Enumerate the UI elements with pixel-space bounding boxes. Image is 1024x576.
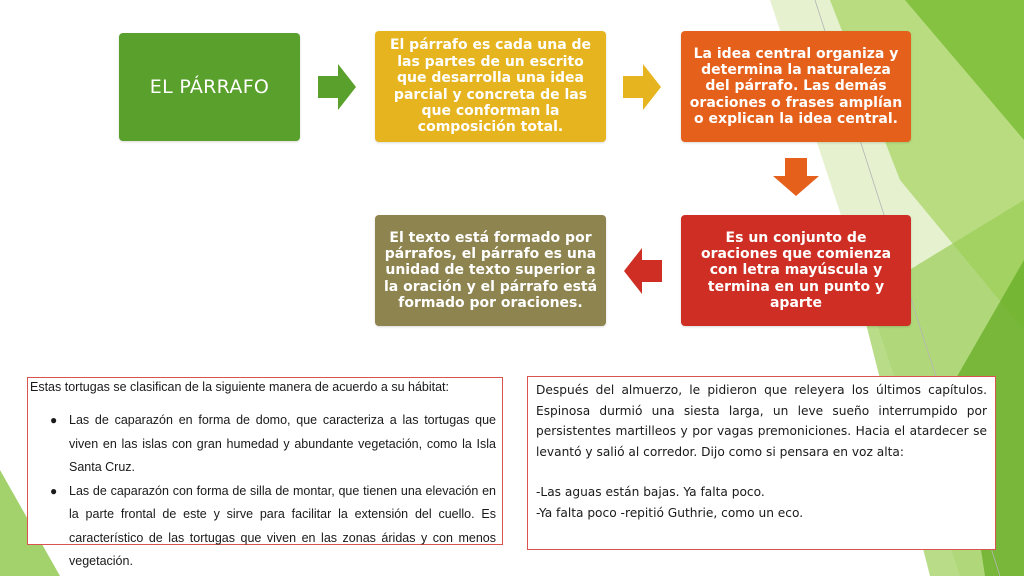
list-item-text: Las de caparazón con forma de silla de montar, que tienen una elevación en la parte frontal de este y sirve para facilitar la extensión del cuello. Es característico de las tortugas que viven en las zonas áridas y con menos vegetación.	[69, 483, 496, 568]
arrow-right-icon	[318, 64, 356, 110]
turtles-textbox	[27, 377, 503, 568]
arrow-down-icon	[773, 158, 819, 196]
sentences-box-text: Es un conjunto de oraciones que comienza con letra mayúscula y termina en un punto y aparte	[700, 229, 892, 312]
story-line-1: -Las aguas están bajas. Ya falta poco.	[536, 485, 765, 499]
arrow-right-icon	[623, 64, 661, 110]
arrow-left-icon	[624, 248, 662, 294]
story-textbox	[527, 376, 996, 550]
text-box	[375, 215, 606, 326]
definition-box	[375, 31, 606, 142]
sentences-box	[681, 215, 911, 326]
definition-box-text: El párrafo es cada una de las partes de un escrito que desarrolla una idea parcial y concreta de las que conforman la composición total.	[389, 37, 592, 136]
list-item-text: Las de caparazón en forma de domo, que caracteriza a las tortugas que viven en las islas con gran humedad y abundante vegetación, como la Isla Santa Cruz.	[69, 413, 496, 474]
story-paragraph: Después del almuerzo, le pidieron que releyera los últimos capítulos. Espinosa durmió una siesta larga, un leve sueño interrumpido por persistentes martilleos y por vagas premoniciones. Hacia el atardecer se levantó y salió al corredor. Dijo como si pensara en voz alta:	[536, 383, 987, 459]
turtles-list	[30, 409, 500, 574]
title-box-text: EL PÁRRAFO	[149, 75, 270, 98]
bullet-icon: ●	[50, 413, 58, 427]
title-box	[119, 33, 300, 141]
bullet-icon: ●	[50, 483, 58, 498]
central-idea-box	[681, 31, 911, 142]
turtles-intro: Estas tortugas se clasifican de la siguiente manera de acuerdo a su hábitat:	[30, 380, 450, 394]
list-item	[30, 409, 500, 480]
story-line-2: -Ya falta poco -repitió Guthrie, como un eco.	[536, 505, 804, 520]
text-box-text: El texto está formado por párrafos, el párrafo es una unidad de texto superior a la oración y el párrafo está formado por oraciones.	[383, 229, 598, 312]
central-idea-box-text: La idea central organiza y determina la naturaleza del párrafo. Las demás oraciones o frases amplían o explican la idea central.	[689, 45, 903, 128]
list-item	[30, 480, 500, 574]
